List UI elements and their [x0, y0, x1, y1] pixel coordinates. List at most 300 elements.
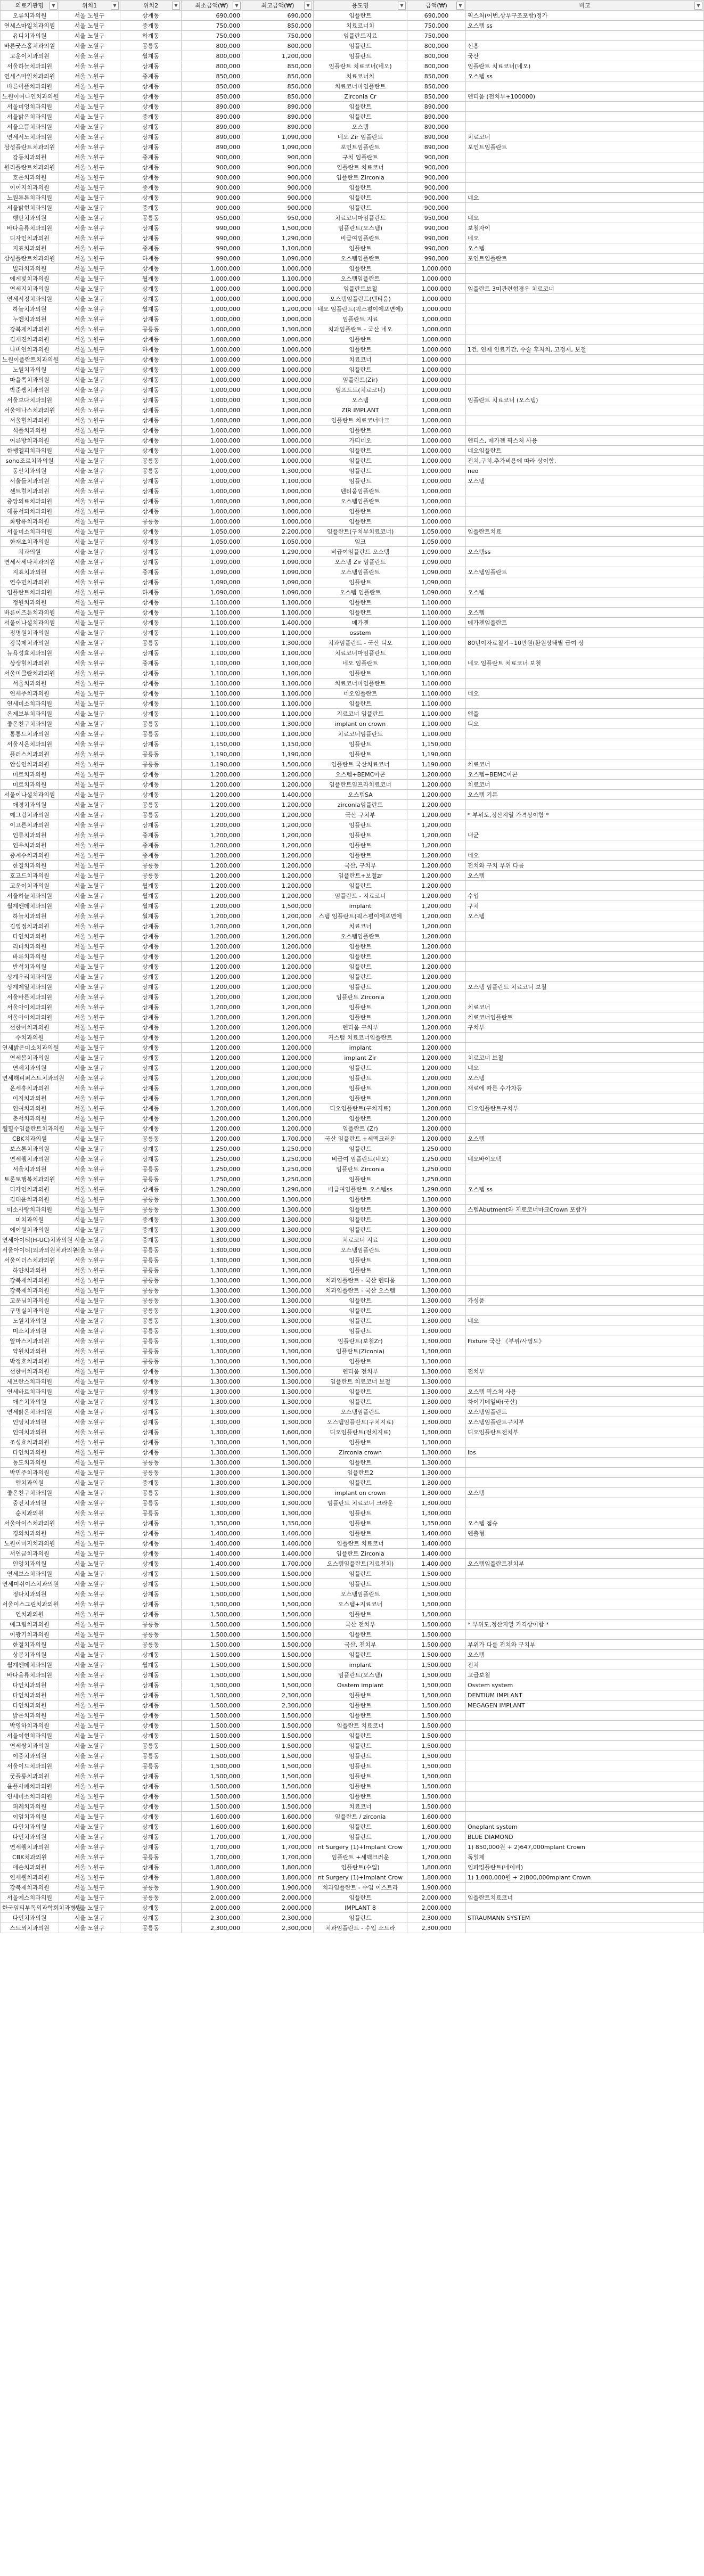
location2-cell[interactable]: 상계동 [120, 820, 182, 830]
location1-cell[interactable]: 서울 노원구 [59, 415, 120, 426]
min-price-cell[interactable]: 1,090,000 [182, 567, 242, 577]
location1-cell[interactable]: 서울 노원구 [59, 851, 120, 861]
min-price-cell[interactable]: 800,000 [182, 61, 242, 71]
amount-cell[interactable]: 1,200,000 [407, 921, 466, 931]
clinic-name-cell[interactable]: 중계수치과의원 [1, 851, 59, 861]
amount-cell[interactable]: 1,800,000 [407, 1862, 466, 1872]
note-cell[interactable]: 네오 [466, 1316, 704, 1326]
clinic-name-cell[interactable]: 미르치과의원 [1, 780, 59, 790]
clinic-name-cell[interactable]: 해통서되치과의원 [1, 506, 59, 517]
usage-cell[interactable]: 임플란트(수입) [314, 1862, 407, 1872]
max-price-cell[interactable]: 1,300,000 [242, 1488, 314, 1498]
amount-cell[interactable]: 1,200,000 [407, 962, 466, 972]
location2-cell[interactable]: 공릉동 [120, 759, 182, 770]
note-cell[interactable] [466, 577, 704, 587]
note-cell[interactable]: 전치,구치,추가비용에 따라 상이함, [466, 456, 704, 466]
clinic-name-cell[interactable]: 어른방치과의원 [1, 436, 59, 446]
usage-cell[interactable]: 임플란트 [314, 1397, 407, 1407]
clinic-name-cell[interactable]: 보스톤치과의원 [1, 1144, 59, 1154]
location1-cell[interactable]: 서울 노원구 [59, 1822, 120, 1832]
max-price-cell[interactable]: 1,300,000 [242, 1286, 314, 1296]
note-cell[interactable] [466, 1781, 704, 1792]
usage-cell[interactable]: 임플란트 [314, 1195, 407, 1205]
amount-cell[interactable]: 1,500,000 [407, 1700, 466, 1711]
usage-cell[interactable]: 임플란트 [314, 699, 407, 709]
location1-cell[interactable]: 서울 노원구 [59, 1103, 120, 1114]
location2-cell[interactable]: 하계동 [120, 587, 182, 598]
amount-cell[interactable]: 1,500,000 [407, 1792, 466, 1802]
note-cell[interactable] [466, 1589, 704, 1599]
max-price-cell[interactable]: 1,000,000 [242, 415, 314, 426]
min-price-cell[interactable]: 1,200,000 [182, 820, 242, 830]
note-cell[interactable] [466, 264, 704, 274]
location2-cell[interactable]: 상계동 [120, 1397, 182, 1407]
note-cell[interactable] [466, 1255, 704, 1265]
location1-cell[interactable]: 서울 노원구 [59, 1093, 120, 1103]
max-price-cell[interactable]: 1,700,000 [242, 1559, 314, 1569]
location2-cell[interactable]: 상계동 [120, 1579, 182, 1589]
clinic-name-cell[interactable]: 굿플롱치과의원 [1, 1771, 59, 1781]
clinic-name-cell[interactable]: 연수민치과의원 [1, 577, 59, 587]
usage-cell[interactable]: 오스템+BEMC이콘 [314, 770, 407, 780]
usage-cell[interactable]: 임플란트 [314, 1751, 407, 1761]
note-cell[interactable] [466, 1468, 704, 1478]
amount-cell[interactable]: 1,500,000 [407, 1640, 466, 1650]
note-cell[interactable]: 네오 [466, 193, 704, 203]
max-price-cell[interactable]: 1,500,000 [242, 1761, 314, 1771]
min-price-cell[interactable]: 1,000,000 [182, 355, 242, 365]
clinic-name-cell[interactable]: 연세미소치과의원 [1, 1792, 59, 1802]
clinic-name-cell[interactable]: 하늘치과의원 [1, 911, 59, 921]
location1-cell[interactable]: 서울 노원구 [59, 1265, 120, 1275]
location2-cell[interactable]: 상계동 [120, 770, 182, 780]
location1-cell[interactable]: 서울 노원구 [59, 284, 120, 294]
location1-cell[interactable]: 서울 노원구 [59, 921, 120, 931]
min-price-cell[interactable]: 1,500,000 [182, 1731, 242, 1741]
location2-cell[interactable]: 상계동 [120, 1680, 182, 1690]
clinic-name-cell[interactable]: 예그림치과의원 [1, 810, 59, 820]
location2-cell[interactable]: 상계동 [120, 1802, 182, 1812]
max-price-cell[interactable]: 1,300,000 [242, 1448, 314, 1458]
max-price-cell[interactable]: 1,000,000 [242, 284, 314, 294]
amount-cell[interactable]: 1,000,000 [407, 264, 466, 274]
max-price-cell[interactable]: 1,300,000 [242, 395, 314, 405]
location2-cell[interactable]: 하계동 [120, 31, 182, 41]
min-price-cell[interactable]: 1,300,000 [182, 1225, 242, 1235]
note-cell[interactable] [466, 1356, 704, 1367]
location1-cell[interactable]: 서울 노원구 [59, 1053, 120, 1063]
clinic-name-cell[interactable]: 연세미쉬이스치과의원 [1, 1579, 59, 1589]
clinic-name-cell[interactable]: 김재진치과의원 [1, 334, 59, 345]
clinic-name-cell[interactable]: 수치과의원 [1, 1033, 59, 1043]
clinic-name-cell[interactable]: 강북제치과의원 [1, 638, 59, 648]
min-price-cell[interactable]: 1,600,000 [182, 1812, 242, 1822]
max-price-cell[interactable]: 1,100,000 [242, 628, 314, 638]
min-price-cell[interactable]: 1,500,000 [182, 1771, 242, 1781]
min-price-cell[interactable]: 1,400,000 [182, 1549, 242, 1559]
location1-cell[interactable]: 서울 노원구 [59, 1741, 120, 1751]
note-cell[interactable] [466, 1508, 704, 1518]
location1-cell[interactable]: 서울 노원구 [59, 587, 120, 598]
location1-cell[interactable]: 서울 노원구 [59, 608, 120, 618]
max-price-cell[interactable]: 1,300,000 [242, 1437, 314, 1448]
amount-cell[interactable]: 1,300,000 [407, 1346, 466, 1356]
usage-cell[interactable]: 임프트트(치료코너) [314, 385, 407, 395]
amount-cell[interactable]: 1,200,000 [407, 1023, 466, 1033]
max-price-cell[interactable]: 1,500,000 [242, 1751, 314, 1761]
clinic-name-cell[interactable]: 연세봄치과의원 [1, 1053, 59, 1063]
location2-cell[interactable]: 상계동 [120, 982, 182, 992]
min-price-cell[interactable]: 1,150,000 [182, 739, 242, 749]
note-cell[interactable]: 오스템 [466, 1134, 704, 1144]
amount-cell[interactable]: 1,200,000 [407, 1063, 466, 1073]
note-cell[interactable] [466, 1630, 704, 1640]
clinic-name-cell[interactable]: 빌라치과의원 [1, 264, 59, 274]
min-price-cell[interactable]: 1,300,000 [182, 1316, 242, 1326]
location2-cell[interactable]: 상계동 [120, 405, 182, 415]
location2-cell[interactable]: 상계동 [120, 618, 182, 628]
min-price-cell[interactable]: 1,350,000 [182, 1518, 242, 1528]
amount-cell[interactable]: 900,000 [407, 162, 466, 173]
max-price-cell[interactable]: 1,200,000 [242, 1114, 314, 1124]
clinic-name-cell[interactable]: 강북제치과의원 [1, 324, 59, 334]
note-cell[interactable]: 오스템 [466, 608, 704, 618]
location1-cell[interactable]: 서울 노원구 [59, 1478, 120, 1488]
location2-cell[interactable]: 상계동 [120, 648, 182, 658]
note-cell[interactable] [466, 840, 704, 851]
usage-cell[interactable]: Zirconia crown [314, 1448, 407, 1458]
location1-cell[interactable]: 서울 노원구 [59, 1134, 120, 1144]
min-price-cell[interactable]: 1,200,000 [182, 1043, 242, 1053]
min-price-cell[interactable]: 990,000 [182, 233, 242, 243]
note-cell[interactable]: 오스템ss [466, 547, 704, 557]
usage-cell[interactable]: 임플란트 [314, 1458, 407, 1468]
min-price-cell[interactable]: 900,000 [182, 152, 242, 162]
location2-cell[interactable]: 월계동 [120, 901, 182, 911]
location2-cell[interactable]: 상계동 [120, 1842, 182, 1852]
usage-cell[interactable]: 임플란트 [314, 1083, 407, 1093]
note-cell[interactable]: 신흥 [466, 41, 704, 51]
max-price-cell[interactable]: 1,500,000 [242, 1650, 314, 1660]
clinic-name-cell[interactable]: 연치과의원 [1, 1609, 59, 1620]
amount-cell[interactable]: 1,100,000 [407, 628, 466, 638]
location2-cell[interactable]: 중계동 [120, 1215, 182, 1225]
note-cell[interactable] [466, 1721, 704, 1731]
amount-cell[interactable]: 1,500,000 [407, 1569, 466, 1579]
clinic-name-cell[interactable]: 박영하치과의원 [1, 1721, 59, 1731]
amount-cell[interactable]: 1,300,000 [407, 1458, 466, 1468]
max-price-cell[interactable]: 1,500,000 [242, 1670, 314, 1680]
max-price-cell[interactable]: 1,090,000 [242, 577, 314, 587]
location2-cell[interactable]: 상계동 [120, 1053, 182, 1063]
amount-cell[interactable]: 1,500,000 [407, 1731, 466, 1741]
min-price-cell[interactable]: 1,900,000 [182, 1883, 242, 1893]
location1-cell[interactable]: 서울 노원구 [59, 395, 120, 405]
max-price-cell[interactable]: 1,090,000 [242, 132, 314, 142]
location2-cell[interactable]: 중계동 [120, 1225, 182, 1235]
note-cell[interactable] [466, 162, 704, 173]
clinic-name-cell[interactable]: 미소치과의원 [1, 1326, 59, 1336]
location2-cell[interactable]: 상계동 [120, 921, 182, 931]
amount-cell[interactable]: 1,090,000 [407, 587, 466, 598]
clinic-name-cell[interactable]: 상계우리치과의원 [1, 972, 59, 982]
min-price-cell[interactable]: 1,200,000 [182, 1012, 242, 1023]
amount-cell[interactable]: 1,500,000 [407, 1670, 466, 1680]
location2-cell[interactable]: 상계동 [120, 972, 182, 982]
location2-cell[interactable]: 월계동 [120, 304, 182, 314]
location2-cell[interactable]: 상계동 [120, 1528, 182, 1539]
location1-cell[interactable]: 서울 노원구 [59, 486, 120, 496]
max-price-cell[interactable]: 1,090,000 [242, 557, 314, 567]
note-cell[interactable] [466, 1903, 704, 1913]
clinic-name-cell[interactable]: 이중치과의원 [1, 1751, 59, 1761]
min-price-cell[interactable]: 1,000,000 [182, 284, 242, 294]
max-price-cell[interactable]: 1,200,000 [242, 820, 314, 830]
usage-cell[interactable]: 임크 [314, 537, 407, 547]
location1-cell[interactable]: 서울 노원구 [59, 1316, 120, 1326]
usage-cell[interactable]: 임플란트 [314, 577, 407, 587]
min-price-cell[interactable]: 1,300,000 [182, 1367, 242, 1377]
min-price-cell[interactable]: 1,100,000 [182, 729, 242, 739]
location1-cell[interactable]: 서울 노원구 [59, 1275, 120, 1286]
clinic-name-cell[interactable]: 박정호치과의원 [1, 1356, 59, 1367]
clinic-name-cell[interactable]: 동산치과의원 [1, 466, 59, 476]
location2-cell[interactable]: 공릉동 [120, 800, 182, 810]
max-price-cell[interactable]: 1,000,000 [242, 345, 314, 355]
location2-cell[interactable]: 상계동 [120, 1913, 182, 1923]
usage-cell[interactable]: 치과임플란트 - 수입 소트라 [314, 1923, 407, 1933]
location1-cell[interactable]: 서울 노원구 [59, 274, 120, 284]
clinic-name-cell[interactable]: 애경치과의원 [1, 800, 59, 810]
location2-cell[interactable]: 공릉동 [120, 638, 182, 648]
clinic-name-cell[interactable]: 한쌩엘피치과의원 [1, 446, 59, 456]
note-cell[interactable]: 구치 [466, 901, 704, 911]
location1-cell[interactable]: 서울 노원구 [59, 709, 120, 719]
max-price-cell[interactable]: 1,800,000 [242, 1862, 314, 1872]
min-price-cell[interactable]: 1,000,000 [182, 304, 242, 314]
clinic-name-cell[interactable]: 순치과의원 [1, 1508, 59, 1518]
amount-cell[interactable]: 1,000,000 [407, 476, 466, 486]
min-price-cell[interactable]: 1,300,000 [182, 1448, 242, 1458]
note-cell[interactable] [466, 1093, 704, 1103]
note-cell[interactable] [466, 112, 704, 122]
min-price-cell[interactable]: 1,090,000 [182, 547, 242, 557]
clinic-name-cell[interactable]: 리더치과의원 [1, 942, 59, 952]
note-cell[interactable] [466, 1761, 704, 1771]
max-price-cell[interactable]: 1,250,000 [242, 1174, 314, 1184]
amount-cell[interactable]: 1,100,000 [407, 689, 466, 699]
amount-cell[interactable]: 1,100,000 [407, 608, 466, 618]
clinic-name-cell[interactable]: 고운이치과의원 [1, 881, 59, 891]
min-price-cell[interactable]: 1,200,000 [182, 1083, 242, 1093]
location1-cell[interactable]: 서울 노원구 [59, 213, 120, 223]
usage-cell[interactable]: 임플란트 [314, 1265, 407, 1275]
location2-cell[interactable]: 상계동 [120, 527, 182, 537]
note-cell[interactable] [466, 668, 704, 678]
note-cell[interactable] [466, 1275, 704, 1286]
usage-cell[interactable]: 임플란트 [314, 1326, 407, 1336]
location2-cell[interactable]: 상계동 [120, 1083, 182, 1093]
location2-cell[interactable]: 하계동 [120, 253, 182, 264]
max-price-cell[interactable]: 2,200,000 [242, 527, 314, 537]
amount-cell[interactable]: 1,200,000 [407, 1134, 466, 1144]
clinic-name-cell[interactable]: 하늘치과의원 [1, 304, 59, 314]
usage-cell[interactable]: 덴티움 전치부 [314, 1367, 407, 1377]
amount-cell[interactable]: 1,600,000 [407, 1822, 466, 1832]
note-cell[interactable] [466, 699, 704, 709]
location1-cell[interactable]: 서울 노원구 [59, 790, 120, 800]
location1-cell[interactable]: 서울 노원구 [59, 1508, 120, 1518]
amount-cell[interactable]: 1,500,000 [407, 1771, 466, 1781]
amount-cell[interactable]: 1,500,000 [407, 1741, 466, 1751]
location2-cell[interactable]: 상계동 [120, 436, 182, 446]
clinic-name-cell[interactable]: 호은치과의원 [1, 173, 59, 183]
clinic-name-cell[interactable]: 상계제일치과의원 [1, 982, 59, 992]
location2-cell[interactable]: 상계동 [120, 1114, 182, 1124]
min-price-cell[interactable]: 1,000,000 [182, 486, 242, 496]
usage-cell[interactable]: 임플란트 [314, 446, 407, 456]
location1-cell[interactable]: 서울 노원구 [59, 1609, 120, 1620]
amount-cell[interactable]: 1,250,000 [407, 1164, 466, 1174]
amount-cell[interactable]: 1,300,000 [407, 1336, 466, 1346]
usage-cell[interactable]: 오스템 [314, 122, 407, 132]
note-cell[interactable] [466, 1923, 704, 1933]
usage-cell[interactable]: 임플란트 [314, 1012, 407, 1023]
min-price-cell[interactable]: 1,200,000 [182, 901, 242, 911]
amount-cell[interactable]: 1,000,000 [407, 446, 466, 456]
amount-cell[interactable]: 1,500,000 [407, 1609, 466, 1620]
min-price-cell[interactable]: 1,300,000 [182, 1458, 242, 1468]
note-cell[interactable]: 임플란트치료코너 [466, 1893, 704, 1903]
usage-cell[interactable]: 임플란트 / zirconia [314, 1812, 407, 1822]
clinic-name-cell[interactable]: 노원치과의원 [1, 365, 59, 375]
note-cell[interactable]: 오스템 픽스처 사용 [466, 1387, 704, 1397]
location1-cell[interactable]: 서울 노원구 [59, 1195, 120, 1205]
note-cell[interactable]: 오스템임플란트전치부 [466, 1559, 704, 1569]
note-cell[interactable]: 치료코너 [466, 780, 704, 790]
location1-cell[interactable]: 서울 노원구 [59, 1356, 120, 1367]
note-cell[interactable]: MEGAGEN IMPLANT [466, 1700, 704, 1711]
max-price-cell[interactable]: 1,300,000 [242, 1458, 314, 1468]
location1-cell[interactable]: 서울 노원구 [59, 21, 120, 31]
amount-cell[interactable]: 1,500,000 [407, 1751, 466, 1761]
clinic-name-cell[interactable]: 구명실치과의원 [1, 1306, 59, 1316]
location1-cell[interactable]: 서울 노원구 [59, 1579, 120, 1589]
location1-cell[interactable]: 서울 노원구 [59, 527, 120, 537]
clinic-name-cell[interactable]: 서울아이티(외과의원치과의원 [1, 1245, 59, 1255]
location1-cell[interactable]: 서울 노원구 [59, 132, 120, 142]
amount-cell[interactable]: 1,250,000 [407, 1154, 466, 1164]
location1-cell[interactable]: 서울 노원구 [59, 102, 120, 112]
note-cell[interactable]: 치료코너임플란트 [466, 1012, 704, 1023]
location2-cell[interactable]: 상계동 [120, 537, 182, 547]
clinic-name-cell[interactable]: 한결치과의원 [1, 861, 59, 871]
amount-cell[interactable]: 1,200,000 [407, 911, 466, 921]
usage-cell[interactable]: nt Surgery (1)+Implant Crow [314, 1842, 407, 1852]
amount-cell[interactable]: 1,100,000 [407, 729, 466, 739]
amount-cell[interactable]: 1,500,000 [407, 1711, 466, 1721]
usage-cell[interactable]: 치료코너치 [314, 21, 407, 31]
note-cell[interactable] [466, 1377, 704, 1387]
location1-cell[interactable]: 서울 노원구 [59, 517, 120, 527]
min-price-cell[interactable]: 1,200,000 [182, 871, 242, 881]
amount-cell[interactable]: 850,000 [407, 81, 466, 92]
max-price-cell[interactable]: 1,400,000 [242, 1103, 314, 1114]
usage-cell[interactable]: 임플란트지료 [314, 31, 407, 41]
clinic-name-cell[interactable]: 애손치과의원 [1, 1397, 59, 1407]
location2-cell[interactable]: 상계동 [120, 1549, 182, 1559]
location2-cell[interactable]: 중계동 [120, 1235, 182, 1245]
clinic-name-cell[interactable]: 인엉치과의원 [1, 1417, 59, 1427]
amount-cell[interactable]: 1,900,000 [407, 1883, 466, 1893]
amount-cell[interactable]: 1,250,000 [407, 1144, 466, 1154]
note-cell[interactable] [466, 1245, 704, 1255]
note-cell[interactable]: 전치부 [466, 1367, 704, 1377]
note-cell[interactable]: 오스템 [466, 1073, 704, 1083]
amount-cell[interactable]: 1,200,000 [407, 861, 466, 871]
clinic-name-cell[interactable]: 한재초치과의원 [1, 537, 59, 547]
location2-cell[interactable]: 월계동 [120, 1660, 182, 1670]
location2-cell[interactable]: 상계동 [120, 1700, 182, 1711]
min-price-cell[interactable]: 1,300,000 [182, 1478, 242, 1488]
usage-cell[interactable]: 치과임플란트 - 국산 네오 [314, 324, 407, 334]
location2-cell[interactable]: 공릉동 [120, 810, 182, 820]
max-price-cell[interactable]: 1,250,000 [242, 1164, 314, 1174]
location2-cell[interactable]: 공릉동 [120, 1630, 182, 1640]
usage-cell[interactable]: 임플란트 [314, 203, 407, 213]
min-price-cell[interactable]: 1,500,000 [182, 1802, 242, 1812]
min-price-cell[interactable]: 950,000 [182, 213, 242, 223]
max-price-cell[interactable]: 1,500,000 [242, 1721, 314, 1731]
usage-cell[interactable]: 임플란트 치료코너 크라운 [314, 1498, 407, 1508]
amount-cell[interactable]: 1,200,000 [407, 840, 466, 851]
amount-cell[interactable]: 1,500,000 [407, 1680, 466, 1690]
amount-cell[interactable]: 1,090,000 [407, 577, 466, 587]
location2-cell[interactable]: 공릉동 [120, 1296, 182, 1306]
min-price-cell[interactable]: 1,090,000 [182, 577, 242, 587]
location1-cell[interactable]: 서울 노원구 [59, 780, 120, 790]
clinic-name-cell[interactable]: 인여치과의원 [1, 1103, 59, 1114]
location2-cell[interactable]: 상계동 [120, 294, 182, 304]
amount-cell[interactable]: 890,000 [407, 142, 466, 152]
note-cell[interactable] [466, 426, 704, 436]
amount-cell[interactable]: 1,300,000 [407, 1377, 466, 1387]
max-price-cell[interactable]: 1,500,000 [242, 1609, 314, 1620]
note-cell[interactable] [466, 1235, 704, 1245]
usage-cell[interactable]: 임플란트 치료코너(네오) [314, 61, 407, 71]
max-price-cell[interactable]: 1,200,000 [242, 1023, 314, 1033]
location1-cell[interactable]: 서울 노원구 [59, 193, 120, 203]
location2-cell[interactable]: 상계동 [120, 173, 182, 183]
note-cell[interactable]: 1) 850,000원 + 2)647,000mplant Crown [466, 1842, 704, 1852]
clinic-name-cell[interactable]: 강동치과의원 [1, 152, 59, 162]
location1-cell[interactable]: 서울 노원구 [59, 223, 120, 233]
location1-cell[interactable]: 서울 노원구 [59, 1407, 120, 1417]
max-price-cell[interactable]: 1,100,000 [242, 648, 314, 658]
max-price-cell[interactable]: 1,300,000 [242, 1275, 314, 1286]
location2-cell[interactable]: 상계동 [120, 162, 182, 173]
clinic-name-cell[interactable]: 연세스마일치과의원 [1, 21, 59, 31]
amount-cell[interactable]: 1,500,000 [407, 1761, 466, 1771]
amount-cell[interactable]: 1,100,000 [407, 699, 466, 709]
note-cell[interactable] [466, 1579, 704, 1589]
amount-cell[interactable]: 900,000 [407, 152, 466, 162]
min-price-cell[interactable]: 1,000,000 [182, 405, 242, 415]
location2-cell[interactable]: 상계동 [120, 334, 182, 345]
clinic-name-cell[interactable]: 서울치과의원 [1, 678, 59, 689]
clinic-name-cell[interactable]: 박준쌤치과의원 [1, 385, 59, 395]
max-price-cell[interactable]: 1,200,000 [242, 800, 314, 810]
